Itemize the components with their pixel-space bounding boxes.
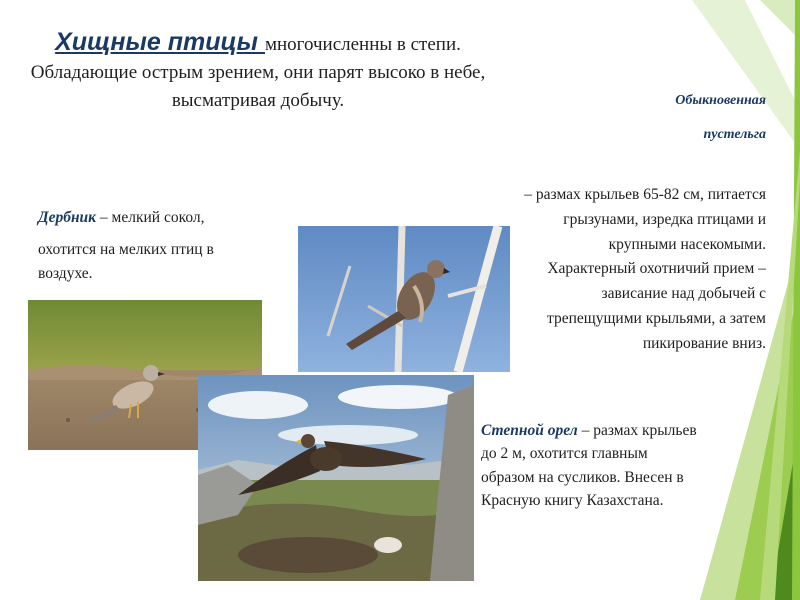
steppe-eagle-description: – размах крыльев до 2 м, охотится главным образом на сусликов. Внесен в Красную книгу Казахстана. bbox=[481, 422, 697, 509]
title-rest: многочисленны в степи. Обладающие острым зрением, они парят высоко в небе, высматривая добычу. bbox=[30, 34, 486, 111]
kestrel-name-line1: Обыкновенная bbox=[675, 93, 766, 108]
merlin-description-1: – мелкий сокол, bbox=[96, 209, 205, 226]
kestrel-name bbox=[600, 84, 766, 152]
kestrel-name-line2: пустельга bbox=[703, 127, 766, 142]
merlin-description-2: охотится на мелких птиц в воздухе. bbox=[38, 241, 214, 282]
title-emphasis: Хищные птицы bbox=[55, 28, 265, 56]
merlin-name: Дербник bbox=[38, 209, 97, 226]
kestrel-photo bbox=[298, 226, 510, 372]
kestrel-description: – размах крыльев 65-82 см, питается грызунами, изредка птицами и крупными насекомыми. Характерный охотничий прием – зависание над добычей с трепещущими крыльями, а затем пикирование вниз. bbox=[524, 186, 766, 352]
steppe-eagle-text bbox=[481, 419, 703, 512]
steppe-eagle-name: Степной орел bbox=[481, 422, 578, 439]
steppe-eagle-photo bbox=[198, 375, 474, 581]
title-paragraph bbox=[8, 28, 508, 115]
merlin-text bbox=[38, 206, 270, 286]
